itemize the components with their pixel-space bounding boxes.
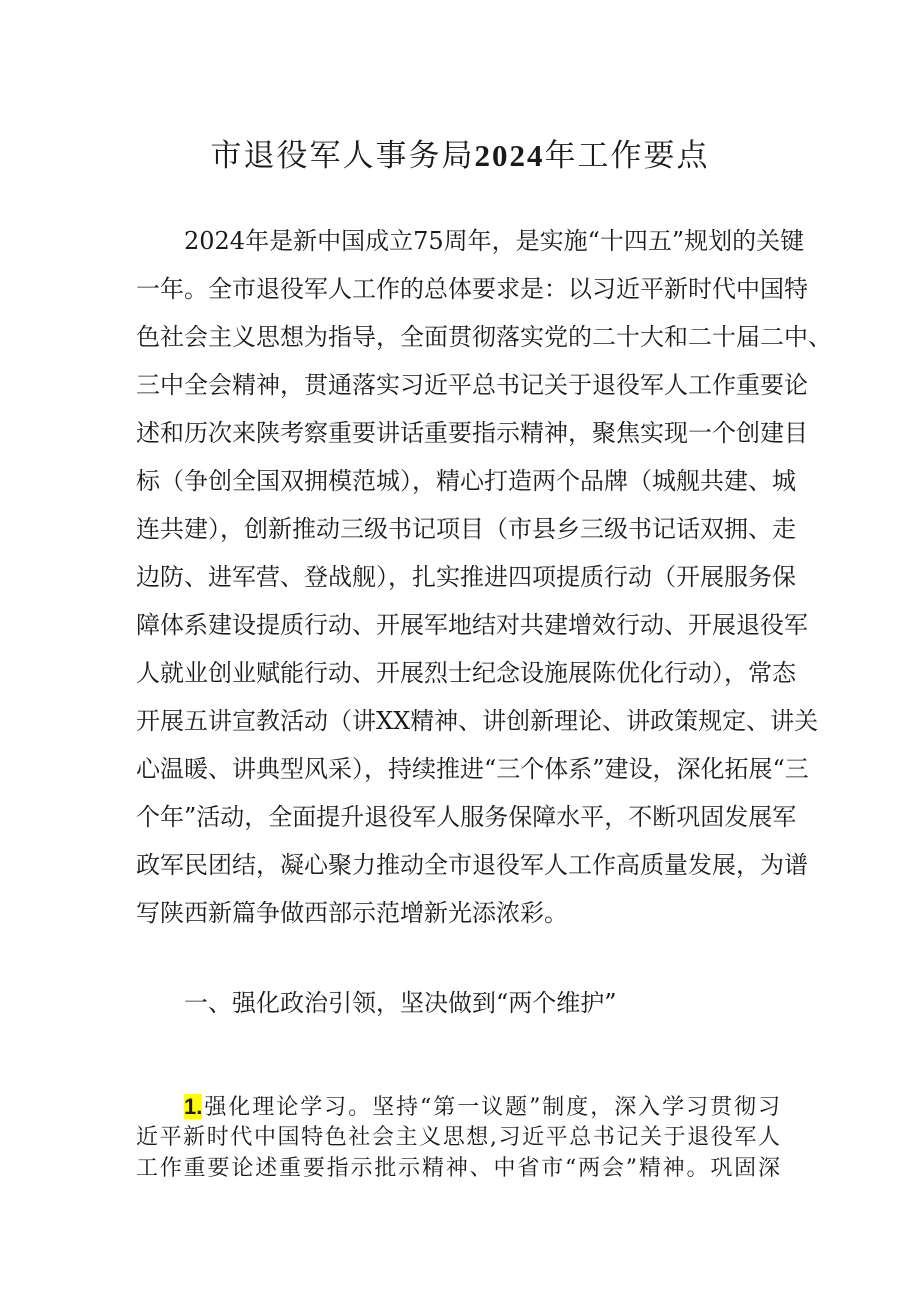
paragraph-line-text: 强化理论学习。坚持“第一议题”制度，深入学习贯彻习 (202, 1095, 780, 1120)
paragraph-line: 2024年是新中国成立75周年，是实施“十四五”规划的关键 (184, 227, 805, 255)
paragraph-line: 三中全会精神，贯通落实习近平总书记关于退役军人工作重要论 (136, 371, 808, 399)
paragraph-line (184, 1093, 780, 1122)
paragraph-line: 心温暖、讲典型风采），持续推进“三个体系”建设，深化拓展“三 (136, 755, 809, 783)
document-title: 市退役军人事务局2024年工作要点 (210, 138, 710, 174)
paragraph-line: 个年”活动，全面提升退役军人服务保障水平，不断巩固发展军 (136, 803, 797, 831)
paragraph-line: 连共建），创新推动三级书记项目（市县乡三级书记话双拥、走 (136, 515, 796, 543)
paragraph-line: 一年。全市退役军人工作的总体要求是：以习近平新时代中国特 (136, 275, 808, 303)
paragraph-line: 述和历次来陕考察重要讲话重要指示精神，聚焦实现一个创建目 (136, 419, 808, 447)
title-year: 2024 (474, 138, 545, 173)
paragraph-line: 开展五讲宣教活动（讲XX精神、讲创新理论、讲政策规定、讲关 (136, 707, 819, 735)
item-number-highlight: 1. (184, 1094, 203, 1119)
paragraph-line: 近平新时代中国特色社会主义思想,习近平总书记关于退役军人 (136, 1125, 780, 1150)
paragraph-line: 标（争创全国双拥模范城），精心打造两个品牌（城舰共建、城 (136, 467, 796, 495)
paragraph-line: 写陕西新篇争做西部示范增新光添浓彩。 (136, 899, 568, 927)
paragraph-line: 色社会主义思想为指导，全面贯彻落实党的二十大和二十届二中、 (136, 323, 832, 351)
paragraph-line: 政军民团结，凝心聚力推动全市退役军人工作高质量发展，为谱 (136, 851, 808, 879)
paragraph-line: 边防、进军营、登战舰），扎实推进四项提质行动（开展服务保 (136, 563, 796, 591)
section-heading: 一、强化政治引领，坚决做到“两个维护” (184, 989, 617, 1017)
paragraph-line: 工作重要论述重要指示批示精神、中省市“两会”精神。巩固深 (136, 1156, 780, 1181)
paragraph-line: 人就业创业赋能行动、开展烈士纪念设施展陈优化行动），常态 (136, 659, 796, 687)
paragraph-line: 障体系建设提质行动、开展军地结对共建增效行动、开展退役军 (136, 611, 808, 639)
